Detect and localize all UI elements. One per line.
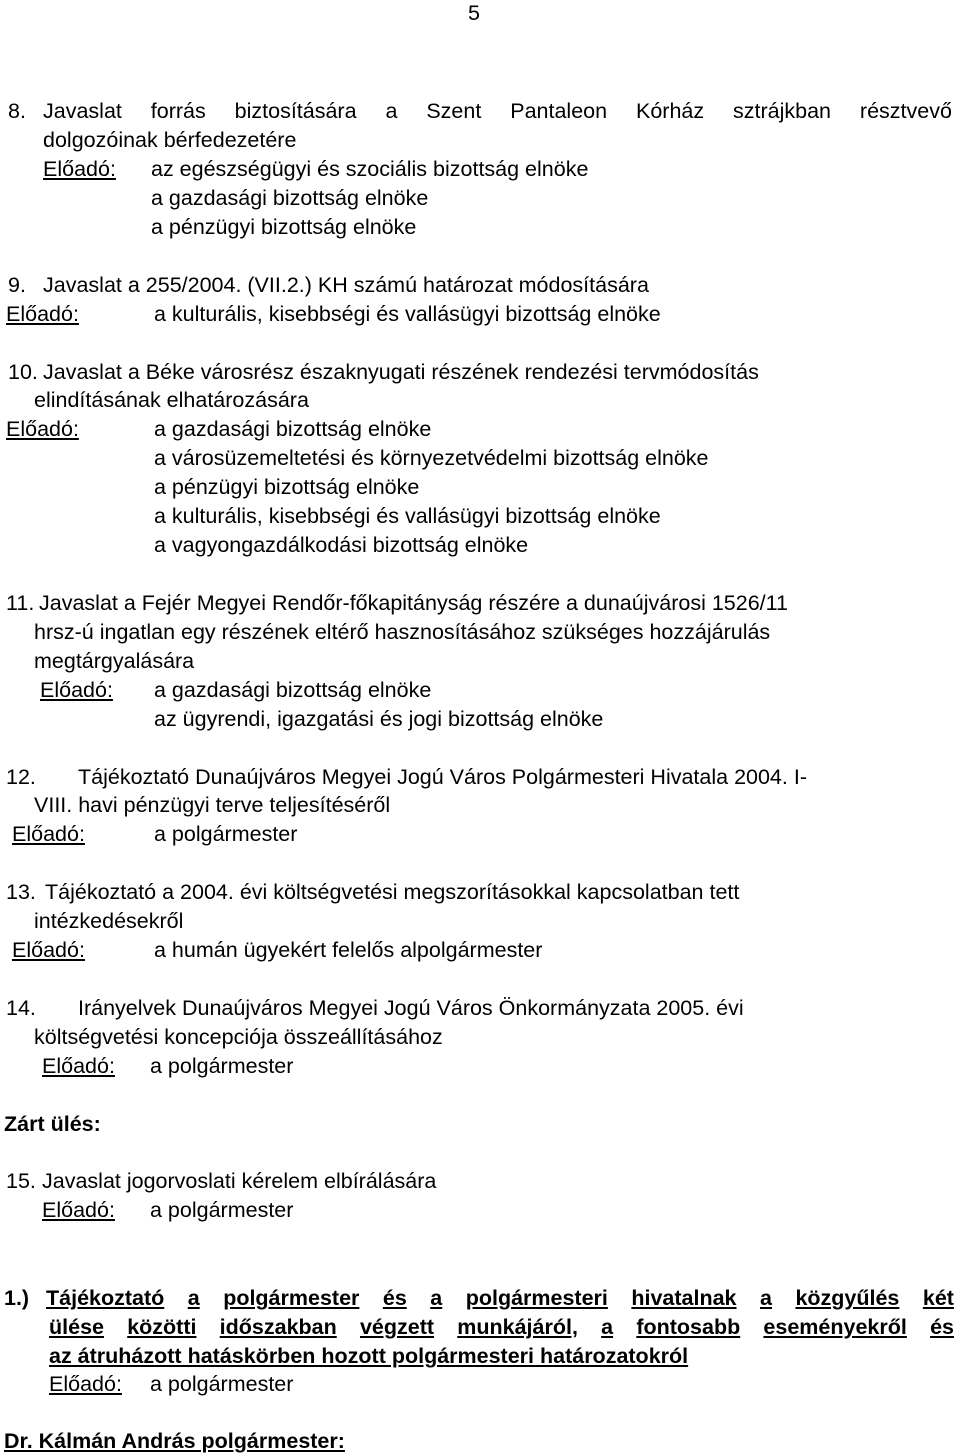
presenter-label: Előadó: xyxy=(43,157,116,181)
presenter: a pénzügyi bizottság elnöke xyxy=(154,475,420,499)
item-number: 12. xyxy=(6,765,36,789)
presenter-label: Előadó: xyxy=(40,678,113,702)
section-title-line: Tájékoztató a polgármester és a polgármesteri hivatalnak a közgyűlés két xyxy=(46,1286,954,1310)
presenter: a polgármester xyxy=(150,1198,294,1222)
item-title-line: Javaslat jogorvoslati kérelem elbírálására xyxy=(42,1169,437,1193)
presenter-label: Előadó: xyxy=(49,1372,122,1396)
item-title-line: Javaslat forrás biztosítására a Szent Pantaleon Kórház sztrájkban résztvevő xyxy=(43,99,952,123)
item-title-line: Irányelvek Dunaújváros Megyei Jogú Város Önkormányzata 2005. évi xyxy=(78,996,744,1020)
closed-session-heading: Zárt ülés: xyxy=(4,1112,101,1136)
presenter-label: Előadó: xyxy=(42,1198,115,1222)
item-title-line: intézkedésekről xyxy=(34,909,184,933)
presenter: az egészségügyi és szociális bizottság elnöke xyxy=(151,157,589,181)
item-title-line: hrsz-ú ingatlan egy részének eltérő hasznosításához szükséges hozzájárulás xyxy=(34,620,771,644)
page-number: 5 xyxy=(468,1,480,25)
presenter-label: Előadó: xyxy=(12,938,85,962)
item-number: 8. xyxy=(8,99,26,123)
item-number: 10. xyxy=(8,360,38,384)
section-title-line: az átruházott hatáskörben hozott polgármesteri határozatokról xyxy=(49,1344,689,1368)
item-number: 11. xyxy=(6,591,35,615)
presenter: a polgármester xyxy=(154,822,298,846)
presenter: az ügyrendi, igazgatási és jogi bizottság elnöke xyxy=(154,707,604,731)
presenter: a gazdasági bizottság elnöke xyxy=(151,186,429,210)
presenter: a gazdasági bizottság elnöke xyxy=(154,417,432,441)
item-title-line: Tájékoztató a 2004. évi költségvetési megszorításokkal kapcsolatban tett xyxy=(45,880,740,904)
presenter-label: Előadó: xyxy=(12,822,85,846)
item-number: 13. xyxy=(6,880,36,904)
presenter: a polgármester xyxy=(150,1054,294,1078)
presenter: a pénzügyi bizottság elnöke xyxy=(151,215,417,239)
presenter: a kulturális, kisebbségi és vallásügyi bizottság elnöke xyxy=(154,504,661,528)
presenter: a kulturális, kisebbségi és vallásügyi bizottság elnöke xyxy=(154,302,661,326)
item-title-line: megtárgyalására xyxy=(34,649,195,673)
item-title-line: Tájékoztató Dunaújváros Megyei Jogú Város Polgármesteri Hivatala 2004. I- xyxy=(78,765,807,789)
item-title-line: Javaslat a 255/2004. (VII.2.) KH számú határozat módosítására xyxy=(43,273,649,297)
section-number: 1.) xyxy=(4,1286,30,1310)
item-title-line: Javaslat a Fejér Megyei Rendőr-főkapitányság részére a dunaújvárosi 1526/11 xyxy=(39,591,788,615)
item-number: 15. xyxy=(6,1169,36,1193)
presenter-label: Előadó: xyxy=(6,302,79,326)
item-number: 9. xyxy=(8,273,26,297)
item-title-line: elindításának elhatározására xyxy=(34,388,309,412)
presenter-label: Előadó: xyxy=(6,417,79,441)
item-title-line: Javaslat a Béke városrész északnyugati részének rendezési tervmódosítás xyxy=(43,360,759,384)
item-number: 14. xyxy=(6,996,36,1020)
presenter: a gazdasági bizottság elnöke xyxy=(154,678,432,702)
item-title-line: VIII. havi pénzügyi terve teljesítéséről xyxy=(34,793,391,817)
presenter: a városüzemeltetési és környezetvédelmi bizottság elnöke xyxy=(154,446,709,470)
section-title-line: ülése közötti időszakban végzett munkájáról, a fontosabb eseményekről és xyxy=(49,1315,954,1339)
speaker-heading: Dr. Kálmán András polgármester: xyxy=(4,1429,345,1453)
item-title-line: dolgozóinak bérfedezetére xyxy=(43,128,297,152)
presenter: a vagyongazdálkodási bizottság elnöke xyxy=(154,533,529,557)
presenter-label: Előadó: xyxy=(42,1054,115,1078)
presenter: a humán ügyekért felelős alpolgármester xyxy=(154,938,543,962)
item-title-line: költségvetési koncepciója összeállításához xyxy=(34,1025,443,1049)
presenter: a polgármester xyxy=(150,1372,294,1396)
